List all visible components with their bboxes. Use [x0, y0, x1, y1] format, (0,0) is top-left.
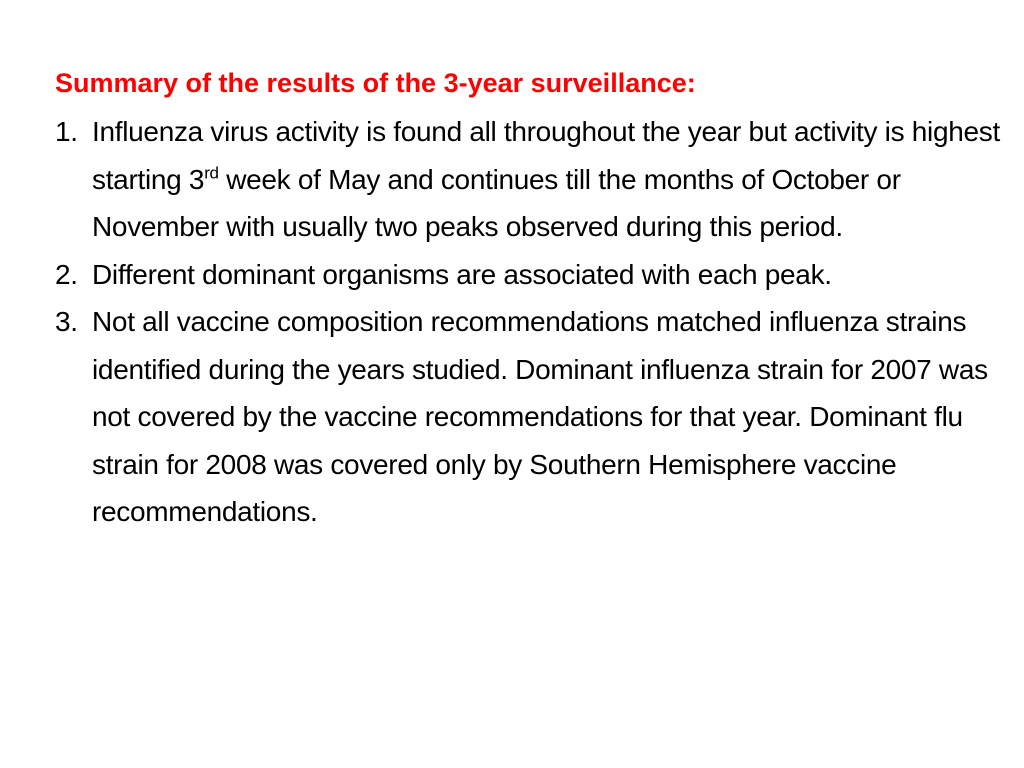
list-item-number: 3.: [55, 306, 78, 337]
list-item-number: 1.: [55, 116, 78, 147]
list-item-text: Influenza virus activity is found all throughout the year but activity is highest starting 3: [92, 116, 1000, 195]
list-item-text: Different dominant organisms are associated with each peak.: [92, 258, 832, 290]
list-item: [55, 108, 1005, 251]
slide-content: [55, 62, 1005, 536]
list-item-text: Not all vaccine composition recommendations matched influenza strains identified during the years studied. Dominant influenza strain for 2007 was not covered by the vaccine recommendations for that year. Dominant flu strain for 2008 was covered only by Southern Hemisphere vaccine recommendations.: [92, 306, 988, 527]
list-item-number: 2.: [55, 258, 78, 290]
ordinal-superscript: rd: [204, 163, 219, 183]
list-item-text-continued: week of May and continues till the months of October or November with usually two peaks observed during this period.: [92, 163, 901, 242]
list-item: [55, 298, 1005, 536]
list-item: [55, 251, 1005, 299]
summary-list: [55, 108, 1005, 536]
slide-title: Summary of the results of the 3-year surveillance:: [55, 68, 696, 98]
